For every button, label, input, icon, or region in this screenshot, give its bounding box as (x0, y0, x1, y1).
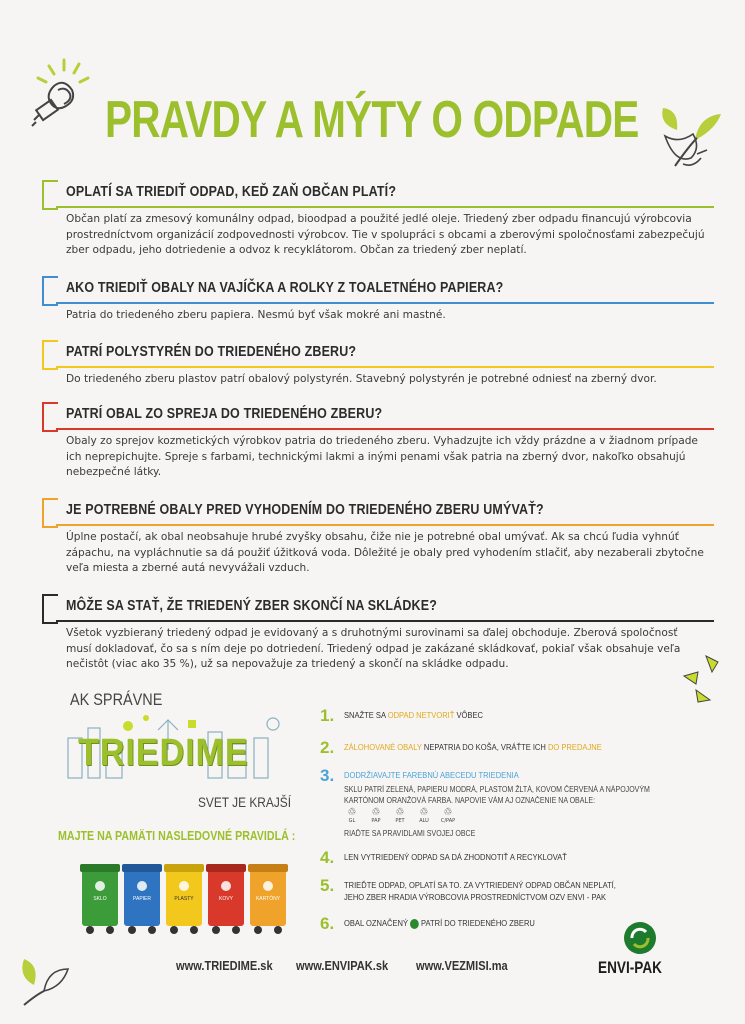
faq-question: AKO TRIEDIŤ OBALY NA VAJÍČKA A ROLKY Z TOALETNÉHO PAPIERA? (66, 280, 504, 296)
faq-section-3 (42, 340, 714, 390)
faq-section-4 (42, 402, 714, 492)
page-title: PRAVDY A MÝTY O ODPADE (105, 91, 639, 149)
leaf-icon (14, 945, 74, 1010)
poster: PRAVDY A MÝTY O ODPADE OPLATÍ SA TRIEDIŤ ODPAD, KEĎ ZAŇ OBČAN PLATÍ? Občan platí za zmesový komunálny odpad, bioodpad a použité jedlé oleje. Triedený zber odpadu financujú výrobcovia prostredníctvom organizácií zodpovednosti výrobcov. Tie v spolupráci s obcami a zberovými spoločnosťami zabezpečujú zber odpadu, jeho dotriedenie a odvoz k recyklátorom. Občan za triedený zber neplatí. AKO TRIEDIŤ OBALY NA VAJÍČKA A ROLKY Z TOALETNÉHO PAPIERA? Patria do triedeného zberu papiera. Nesmú byť však mokré ani mastné. PATRÍ POLYSTYRÉN DO TRIEDENÉHO ZBERU? Do triedeného zberu plastov patrí obalový polystyrén. Stavebný polystyrén je potrebné odniesť na zberný dvor. PATRÍ OBAL ZO SPREJA DO TRIEDENÉHO ZBERU? Obaly zo sprejov kozmetických výrobkov patria do triedeného zberu. Vyhadzujte ich vždy prázdne a v žiadnom prípade ich neprepichujte. Spreje s farbami, technickými lakmi a inými penami však patria na zberný dvor, nakoľko obsahujú nebezpečné látky. JE POTREBNÉ OBALY PRED VYHODENÍM DO TRIEDENÉHO ZBERU UMÝVAŤ? Úplne postačí, ak obal neobsahuje hrubé zvyšky obsahu, čiže nie je potrebné obal umývať. Ak sa chcú ľudia vyhnúť zápachu, na vypláchnutie sa dá použiť úžitková voda. Dôležité je obaly pred vyhodením stlačiť, aby nezaberali zbytočne veľa miesta a zberné autá nevyvážali vzduch. MÔŽE SA STAŤ, ŽE TRIEDENÝ ZBER SKONČÍ NA SKLÁDKE? Všetok vyzbieraný triedený odpad je evidovaný a s druhotnými surovinami sa ďalej obchoduje. Zberová spoločnosť musí dokladovať, čo sa s ním deje po dotriedení. Triedený odpad je zakázané skládkovať, pokiaľ však obsahuje veľa nečistôt (viac ako 35 %), už sa nepovažuje za triedený a skončí na skládke odpadu. AK SPRÁVNE TRIEDIME SVET JE KRAJŠÍ MAJTE NA PAMÄTI NASLEDOVNÉ PRAVIDLÁ : SKLO PAPIER PLASTY KOVY KARTÓNY 1. SNAŽTE SA ODPAD NETVORIŤ VÔBEC 2. ZÁLOHOVANÉ OBALY NEPATRIA DO KOŠA, VRÁŤTE ICH DO PREDAJNE 3. DODRŽIAVAJTE FAREBNÚ ABECEDU TRIEDENIA SKLU PATRÍ ZELENÁ, PAPIERU MODRÁ, PLASTOM ŽLTÁ, KOVOM ČERVENÁ A NÁPOJOVÝM KARTÓNOM ORANŽOVÁ FARBA. NAPOVIE VÁM AJ OZNAČENIE NA OBALE: ♲ GL ♲ PAP ♲ PET ♲ ALU ♲ C/PAP RIAĎTE SA PRAVIDLAMI SVOJEJ OBCE 4. LEN VYTRIEDENÝ ODPAD SA DÁ ZHODNOTIŤ A RECYKLOVAŤ 5. TRIEĎTE ODPAD, OPLATÍ SA TO. ZA VYTRIEDENÝ ODPAD OBČAN NEPLATÍ, JEHO ZBER HRADIA VÝROBCOVIA PROSTREDNÍCTVOM OZV ENVI - PAK 6. OBAL OZNAČENÝ PATRÍ DO TRIEDENÉHO ZBERU ENVI-PAK www.TRIEDIME.sk www.ENVIPAK.sk www.VEZMISI.ma (0, 0, 745, 1024)
faq-section-1 (42, 180, 714, 270)
green-dot-icon (410, 919, 419, 929)
faq-answer: Úplne postačí, ak obal neobsahuje hrubé zvyšky obsahu, čiže nie je potrebné obal umývať. Ak sa chcú ľudia vyhnúť zápachu, na vypláchnutie sa dá použiť úžitková voda. Dôležité je obaly pred vyhodením stlačiť, aby nezaberali zbytočne veľa miesta a zberné autá nevyvážali vzduch. (66, 531, 704, 574)
faq-question: PATRÍ POLYSTYRÉN DO TRIEDENÉHO ZBERU? (66, 344, 357, 360)
light-bulb-icon (24, 56, 94, 136)
faq-question: PATRÍ OBAL ZO SPREJA DO TRIEDENÉHO ZBERU? (66, 406, 383, 422)
faq-answer: Všetok vyzbieraný triedený odpad je evidovaný a s druhotnými surovinami sa ďalej obchoduje. Zberová spoločnosť musí dokladovať, čo sa s ním deje po dotriedení. Triedený odpad je zakázané skládkovať, pokiaľ však obsahuje veľa nečistôt (viac ako 35 %), už sa nepovažuje za triedený a skončí na skládke odpadu. (66, 627, 681, 670)
rule-number: 4. (320, 848, 335, 867)
divider (56, 524, 714, 526)
website-link[interactable]: www.ENVIPAK.sk (296, 958, 389, 973)
divider (56, 620, 714, 622)
recycle-code-icon: ♲ ALU (419, 807, 429, 824)
faq-section-2 (42, 276, 714, 326)
campaign-majte: MAJTE NA PAMÄTI NASLEDOVNÉ PRAVIDLÁ : (58, 828, 296, 843)
envi-pak-wordmark: ENVI-PAK (598, 958, 662, 977)
bin-label: KARTÓNY (255, 896, 281, 902)
website-link[interactable]: www.TRIEDIME.sk (176, 958, 273, 973)
faq-section-6 (42, 594, 714, 684)
divider (56, 302, 714, 304)
rule-number: 2. (320, 738, 335, 757)
website-link[interactable]: www.VEZMISI.ma (416, 958, 508, 973)
rule-number: 5. (320, 876, 335, 895)
faq-answer: Obaly zo sprejov kozmetických výrobkov patria do triedeného zberu. Vyhadzujte ich vždy prázdne a v žiadnom prípade ich neprepichujte. Spreje s farbami, technickými lakmi a inými penami však patria na zberný dvor, nakoľko obsahujú nebezpečné látky. (66, 435, 698, 478)
rule-3-sub1: SKLU PATRÍ ZELENÁ, PAPIERU MODRÁ, PLASTOM ŽLTÁ, KOVOM ČERVENÁ A NÁPOJOVÝM (344, 785, 650, 794)
campaign-ak-spravne: AK SPRÁVNE (70, 690, 163, 709)
recycling-bins-illustration (80, 860, 290, 935)
bin-label: PAPIER (133, 896, 151, 902)
leaf-icon (655, 100, 725, 180)
rule-number: 1. (320, 706, 335, 725)
faq-answer: Patria do triedeného zberu papiera. Nesmú byť však mokré ani mastné. (66, 309, 446, 321)
faq-question: MÔŽE SA STAŤ, ŽE TRIEDENÝ ZBER SKONČÍ NA SKLÁDKE? (66, 598, 437, 614)
divider (56, 428, 714, 430)
recycling-codes (344, 808, 456, 824)
faq-question: JE POTREBNÉ OBALY PRED VYHODENÍM DO TRIEDENÉHO ZBERU UMÝVAŤ? (66, 502, 544, 518)
rule-3-sub3: RIAĎTE SA PRAVIDLAMI SVOJEJ OBCE (344, 829, 476, 838)
recycle-code-icon: ♲ PET (395, 807, 405, 824)
rule-number: 6. (320, 914, 335, 933)
rule-number: 3. (320, 766, 335, 785)
bin-label: SKLO (93, 896, 107, 902)
campaign-triedime: TRIEDIME (78, 732, 249, 774)
faq-question: OPLATÍ SA TRIEDIŤ ODPAD, KEĎ ZAŇ OBČAN PLATÍ? (66, 184, 397, 200)
bin-label: PLASTY (174, 896, 194, 902)
recycle-code-icon: ♲ C/PAP (440, 807, 456, 824)
divider (56, 206, 714, 208)
recycle-arrows-icon (676, 650, 726, 705)
faq-answer: Občan platí za zmesový komunálny odpad, bioodpad a použité jedlé oleje. Triedený zber odpadu financujú výrobcovia prostredníctvom organizácií zodpovednosti výrobcov. Tie v spolupráci s obcami a zberovými spoločnosťami zabezpečujú zber odpadu, jeho dotriedenie a odvoz k recyklátorom. Občan za triedený zber neplatí. (66, 213, 705, 256)
divider (56, 366, 714, 368)
recycle-code-icon: ♲ GL (347, 807, 357, 824)
recycle-code-icon: ♲ PAP (371, 807, 381, 824)
bin-label: KOVY (219, 896, 233, 902)
rule-3-sub2: KARTÓNOM ORANŽOVÁ FARBA. NAPOVIE VÁM AJ OZNAČENIE NA OBALE: (344, 796, 596, 805)
faq-section-5 (42, 498, 714, 588)
faq-answer: Do triedeného zberu plastov patrí obalový polystyrén. Stavebný polystyrén je potrebné odniesť na zberný dvor. (66, 373, 657, 385)
campaign-svet: SVET JE KRAJŠÍ (198, 794, 292, 810)
